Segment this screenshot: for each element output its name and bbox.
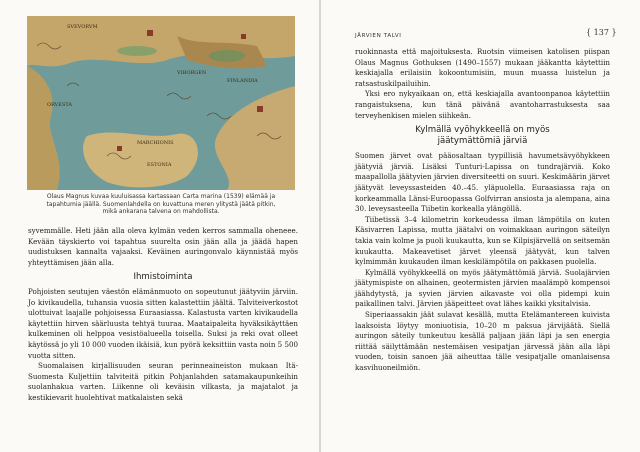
right-body [355,47,610,374]
left-page [0,0,319,452]
right-para-4: Tiibetissä 3–4 kilometrin korkeudessa ilman lämpötila on kuten Käsivarren Lapissa, mutta jäätalvi on voimakkaan auringon säteilyn takia vain kolme ja puoli kuukautta, kun se Kilpisjärvellä on seitsemän kuukautta. Makeavetiset järvet yleensä jäätyvät, kun talven kylmimmän kuukauden ilman keskilämpötila on pakkasen puolella. [355,214,610,267]
figure-caption: Olaus Magnus kuvaa kuuluisassa kartassaan Carta marina (1539) elämää ja tapahtumia jäällä. Suomenlahdella on kuvattuna meren ylitystä jäätä pitkin, mikä ankarana talvena on mahdollista. [46,193,276,216]
section-heading-jaatymattomat [355,125,610,147]
running-head: JÄRVIEN TALVI [355,33,402,39]
right-para-5: Kylmällä vyöhykkeellä on myös jäätymättömiä järviä. Suolajärvien jäätymispiste on alhainen, geotermisten järvien maalämpö kompensoi jäähdytystä, ja syvien järvien aikavaste voi olla pidempi kuin paikallinen talvi. Järvien jääpeitteet ovat lähes kaikki yksitalvisia. [355,267,610,309]
map-label-6: ESTONIA [147,162,172,168]
right-para-3: Suomen järvet ovat pääosaltaan tyypillisiä havumetsävyöhykkeen jäätyviä järviä. Lisäksi Tunturi-Lapissa on tundrajärviä. Koko maapallolla jäätyvien järvien diversiteetti on suuri. Keskimäärin järvet jäätyvät leveyssasteiden 40.–45. yläpuolella. Euraasiassa raja on korkeammalla Länsi-Euroopassa Golfvirran ansiosta ja alempana, aina 30. leveysasteella Tiibetin korkealla ylängöllä. [355,151,610,214]
map-label-4: ORVESTA [47,102,73,108]
left-para-2: Suomalaisen kirjallisuuden seuran perinneaineiston mukaan Itä-Suomesta Kuljettiin talviteitä pitkin Pohjanlahden satamakaupunkeihin suolanhakua varten. Liikenne oli keväisin vilkasta, ja majatalot ja kestikievarit huolehtivat matkalaisten sekä [28,361,298,402]
map-label-2: VIBORGEN [177,70,207,76]
right-para-6: Siperiaassakin jäät sulavat kesällä, mutta Etelämantereen kuivista laaksoista löytyy moniuotisia, 10–20 m paksua järvijäätä. Siellä auringon säteily tunkeutuu kesällä paljaan jään läpi ja sen energia riittää säilyttämään nestemäisen vesipatjan järvessä jään alla läpi vuoden, toisin sanoen jää aiheuttaa tälle vesipatjalle omanlaisensa kasvihuoneilmiön. [355,310,610,373]
carta-marina-map [27,16,295,190]
section-heading-line1: Kylmällä vyöhykkeellä on myös [415,125,550,136]
right-para-2: Yksi ero nykyaikaan on, että keskiajalla avantoonpanoa käytettiin rangaistuksena, kun tänä päivänä avantoharrastuksesta saa terveyhenkisen mielen siihkeän. [355,89,610,120]
right-page [321,0,640,452]
section-heading-ihmistoiminta: Ihmistoiminta [133,272,193,283]
left-para-intro: syvemmälle. Heti jään alla oleva kylmän veden kerros sammalla oheneee. Kevään täyskierto voi tapahtua suurelta osin jään alla ja jäädä hapen uudistuksen kannalta vajaaksi. Keväinen auringonvalo käynnistää myös yhteyttämisen jään alla. [28,226,298,267]
map-label-1: SVEVORVM [67,24,98,30]
left-para-1: Pohjoisten seutujen väestön elämänmuoto on sopeutunut jäätyviin järviin. Jo kivikaudella, tuhansia vuosia sitten kalastettiin jäältä. Talviteiverkostot ulottuivat laajalle pohjoisessa Euraasiassa. Kalastusta varten kivikaudella käytettiin hirven säärluusta tehtyä tuuraa. Maataipaleita hyväksikäyttäen kulkeminen oli helppoa vesistöalueella toisella. Suksi ja reki ovat olleet käytössä jo yli 10 000 vuoden ikäisiä, kun pyörä keksittiin vasta noin 5 500 vuotta sitten. [28,286,298,360]
right-para-1: ruokinnasta että majoituksesta. Ruotsin viimeisen katolisen piispan Olaus Magnus Gothuksen (1490–1557) mukaan jääkantta käytettiin keskiajalla erilaisiin kokoontumisiin, muun muassa luistelun ja ratsastuskilpailuihin. [355,47,610,88]
page-number: { 137 } [586,28,617,37]
map-label-5: FINLANDIA [227,78,258,84]
left-body [28,226,298,404]
map-label-3: MARCHIONIS [137,140,174,146]
section-heading-line2: jäätymättömiä järviä [437,136,528,147]
